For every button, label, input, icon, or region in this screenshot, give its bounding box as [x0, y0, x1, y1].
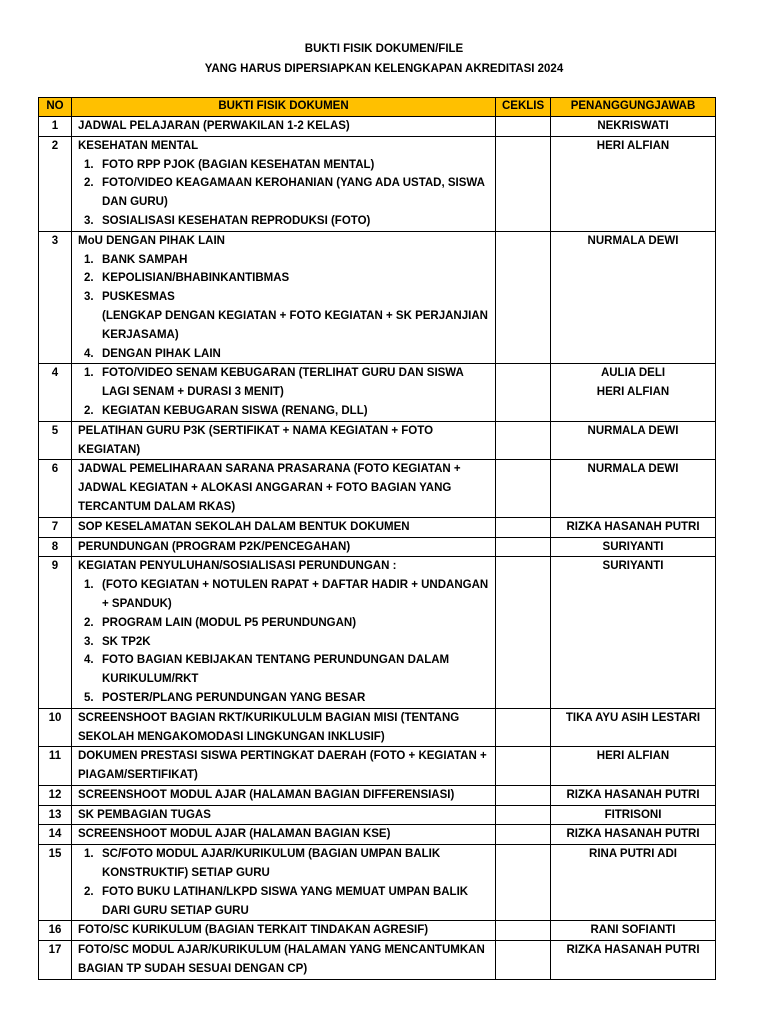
table-row [39, 825, 716, 845]
document-cell [72, 460, 496, 517]
person-in-charge-name: RIZKA HASANAH PUTRI [566, 944, 700, 957]
row-number: 8 [39, 537, 72, 557]
list-item-text: SOSIALISASI KESEHATAN REPRODUKSI (FOTO) [102, 214, 371, 227]
evidence-table [38, 97, 716, 980]
row-number: 10 [39, 708, 72, 747]
row-number: 15 [39, 845, 72, 921]
document-list-item [78, 689, 489, 708]
person-in-charge-name: HERI ALFIAN [596, 139, 670, 152]
document-title: BUKTI FISIK DOKUMEN/FILE [304, 43, 464, 55]
checklist-cell [496, 537, 551, 557]
document-heading: SOP KESELAMATAN SEKOLAH DALAM BENTUK DOKUMEN [78, 520, 410, 533]
header-no: NO [39, 98, 72, 117]
document-heading: FOTO/SC MODUL AJAR/KURIKULUM (HALAMAN YANG MENCANTUMKAN BAGIAN TP SUDAH SESUAI DENGAN CP) [78, 944, 485, 976]
person-in-charge-cell [551, 941, 716, 980]
person-in-charge-cell [551, 747, 716, 786]
checklist-cell [496, 785, 551, 805]
row-number: 5 [39, 421, 72, 460]
document-list-item [78, 364, 489, 402]
document-cell [72, 517, 496, 537]
row-number: 3 [39, 231, 72, 364]
row-number: 7 [39, 517, 72, 537]
document-cell [72, 785, 496, 805]
person-in-charge-name: RINA PUTRI ADI [589, 848, 677, 861]
list-item-text: KEGIATAN KEBUGARAN SISWA (RENANG, DLL) [102, 404, 368, 417]
list-item-number: 2. [84, 177, 94, 190]
person-in-charge-name: NEKRISWATI [597, 120, 669, 132]
document-list-item [78, 614, 489, 633]
list-item-number: 3. [84, 635, 94, 648]
document-list-item [78, 576, 489, 614]
document-cell [72, 537, 496, 557]
list-item-number: 1. [84, 579, 94, 592]
document-heading: DOKUMEN PRESTASI SISWA PERTINGKAT DAERAH (FOTO + KEGIATAN + PIAGAM/SERTIFIKAT) [78, 750, 487, 782]
list-item-text: KEPOLISIAN/BHABINKANTIBMAS [102, 272, 290, 285]
document-heading: SCREENSHOOT MODUL AJAR (HALAMAN BAGIAN KSE) [78, 828, 391, 841]
header-document: BUKTI FISIK DOKUMEN [72, 98, 496, 117]
document-list-item [78, 883, 489, 921]
table-row [39, 231, 716, 364]
list-item-text: POSTER/PLANG PERUNDUNGAN YANG BESAR [102, 691, 366, 704]
table-row [39, 557, 716, 708]
table-row [39, 421, 716, 460]
list-item-text: FOTO/VIDEO SENAM KEBUGARAN (TERLIHAT GURU DAN SISWA LAGI SENAM + DURASI 3 MENIT) [102, 367, 464, 399]
document-heading: KEGIATAN PENYULUHAN/SOSIALISASI PERUNDUNGAN : [78, 560, 397, 573]
person-in-charge-name: NURMALA DEWI [587, 424, 679, 437]
table-row [39, 941, 716, 980]
list-item-number: 5. [84, 691, 94, 704]
row-number: 12 [39, 785, 72, 805]
table-header-row [39, 98, 716, 117]
list-item-text: (FOTO KEGIATAN + NOTULEN RAPAT + DAFTAR HADIR + UNDANGAN + SPANDUK) [102, 579, 489, 610]
table-row [39, 708, 716, 747]
person-in-charge-name: NURMALA DEWI [587, 463, 679, 476]
document-cell [72, 921, 496, 941]
document-subtitle: YANG HARUS DIPERSIAPKAN KELENGKAPAN AKREDITASI 2024 [204, 63, 564, 75]
checklist-cell [496, 517, 551, 537]
row-number: 4 [39, 364, 72, 421]
list-item-number: 4. [84, 654, 94, 667]
document-list-item [78, 402, 489, 421]
person-in-charge-cell [551, 136, 716, 231]
list-item-number: 3. [84, 214, 94, 227]
document-list-item [78, 845, 489, 883]
document-heading: MoU DENGAN PIHAK LAIN [78, 234, 225, 247]
table-row [39, 460, 716, 517]
person-in-charge-name: TIKA AYU ASIH LESTARI [565, 711, 701, 724]
checklist-cell [496, 941, 551, 980]
row-number: 17 [39, 941, 72, 980]
checklist-cell [496, 136, 551, 231]
list-item-number: 2. [84, 404, 94, 417]
person-in-charge-name: FITRISONI [604, 808, 662, 821]
table-row [39, 364, 716, 421]
person-in-charge-cell [551, 805, 716, 825]
document-cell [72, 364, 496, 421]
list-item-text: SK TP2K [102, 635, 151, 648]
table-row [39, 785, 716, 805]
person-in-charge-cell [551, 537, 716, 557]
list-item-number: 1. [84, 158, 94, 171]
person-in-charge-cell [551, 460, 716, 517]
checklist-cell [496, 708, 551, 747]
person-in-charge-name: SURIYANTI [602, 540, 664, 553]
list-item-number: 4. [84, 347, 94, 360]
person-in-charge-name: SURIYANTI [602, 560, 664, 573]
document-cell [72, 825, 496, 845]
list-item-text: FOTO RPP PJOK (BAGIAN KESEHATAN MENTAL) [102, 158, 375, 171]
checklist-cell [496, 364, 551, 421]
checklist-cell [496, 921, 551, 941]
document-heading: PELATIHAN GURU P3K (SERTIFIKAT + NAMA KEGIATAN + FOTO KEGIATAN) [78, 424, 434, 456]
list-item-text: FOTO BUKU LATIHAN/LKPD SISWA YANG MEMUAT UMPAN BALIK DARI GURU SETIAP GURU [102, 885, 469, 917]
document-list-item [78, 174, 489, 212]
document-heading: KESEHATAN MENTAL [78, 139, 199, 152]
header-checklist: CEKLIS [496, 98, 551, 117]
document-list-item [78, 633, 489, 652]
list-item-text: FOTO/VIDEO KEAGAMAAN KEROHANIAN (YANG ADA USTAD, SISWA DAN GURU) [102, 177, 485, 209]
row-number: 16 [39, 921, 72, 941]
person-in-charge-name: RIZKA HASANAH PUTRI [566, 828, 700, 841]
checklist-cell [496, 557, 551, 708]
checklist-cell [496, 117, 551, 137]
list-item-text: FOTO BAGIAN KEBIJAKAN TENTANG PERUNDUNGAN DALAM KURIKULUM/RKT [102, 654, 450, 686]
checklist-cell [496, 825, 551, 845]
document-heading: SCREENSHOOT MODUL AJAR (HALAMAN BAGIAN DIFFERENSIASI) [78, 788, 455, 801]
document-list-item [78, 345, 489, 364]
list-item-text: SC/FOTO MODUL AJAR/KURIKULUM (BAGIAN UMPAN BALIK KONSTRUKTIF) SETIAP GURU [102, 848, 441, 880]
list-item-text: PUSKESMAS [102, 291, 175, 304]
person-in-charge-cell [551, 708, 716, 747]
document-cell [72, 421, 496, 460]
header-person-in-charge: PENANGGUNGJAWAB [551, 98, 716, 117]
list-item-number: 3. [84, 291, 94, 304]
checklist-cell [496, 231, 551, 364]
document-cell [72, 136, 496, 231]
list-item-text: PROGRAM LAIN (MODUL P5 PERUNDUNGAN) [102, 616, 357, 629]
row-number: 13 [39, 805, 72, 825]
list-item-number: 2. [84, 616, 94, 629]
checklist-cell [496, 805, 551, 825]
document-heading: SCREENSHOOT BAGIAN RKT/KURIKULULM BAGIAN MISI (TENTANG SEKOLAH MENGAKOMODASI LINGKUNGAN INKLUSIF) [78, 711, 460, 743]
document-heading: JADWAL PELAJARAN (PERWAKILAN 1-2 KELAS) [78, 120, 350, 132]
document-cell [72, 708, 496, 747]
row-number: 9 [39, 557, 72, 708]
list-item-number: 2. [84, 272, 94, 285]
person-in-charge-cell [551, 517, 716, 537]
row-number: 6 [39, 460, 72, 517]
person-in-charge-cell [551, 825, 716, 845]
table-row [39, 117, 716, 137]
document-cell [72, 747, 496, 786]
table-body [39, 117, 716, 980]
person-in-charge-cell [551, 421, 716, 460]
document-cell [72, 557, 496, 708]
document-list-item [78, 307, 489, 345]
person-in-charge-name: RIZKA HASANAH PUTRI [566, 788, 700, 801]
list-item-number [78, 307, 102, 345]
document-heading: FOTO/SC KURIKULUM (BAGIAN TERKAIT TINDAKAN AGRESIF) [78, 924, 429, 937]
person-in-charge-cell [551, 785, 716, 805]
document-cell [72, 941, 496, 980]
person-in-charge-cell [551, 231, 716, 364]
person-in-charge-cell [551, 364, 716, 421]
person-in-charge-name: RIZKA HASANAH PUTRI [566, 520, 700, 533]
table-row [39, 136, 716, 231]
row-number: 2 [39, 136, 72, 231]
person-in-charge-name: AULIA DELI [600, 367, 666, 380]
document-list-item [78, 651, 489, 689]
row-number: 14 [39, 825, 72, 845]
person-in-charge-name: RANI SOFIANTI [590, 924, 676, 937]
table-row [39, 537, 716, 557]
person-in-charge-cell [551, 117, 716, 137]
document-cell [72, 231, 496, 364]
list-item-number: 2. [84, 885, 94, 898]
document-list-item [78, 156, 489, 175]
checklist-cell [496, 845, 551, 921]
row-number: 1 [39, 117, 72, 137]
document-list-item [78, 269, 489, 288]
table-row [39, 845, 716, 921]
list-item-text: (LENGKAP DENGAN KEGIATAN + FOTO KEGIATAN + SK PERJANJIAN KERJASAMA) [102, 309, 488, 341]
table-row [39, 747, 716, 786]
table-row [39, 921, 716, 941]
list-item-number: 1. [84, 848, 94, 861]
person-in-charge-cell [551, 921, 716, 941]
document-list-item [78, 212, 489, 231]
table-row [39, 517, 716, 537]
document-list-item [78, 251, 489, 270]
document-heading: PERUNDUNGAN (PROGRAM P2K/PENCEGAHAN) [78, 540, 351, 553]
document-cell [72, 117, 496, 137]
table-row [39, 805, 716, 825]
list-item-number: 1. [84, 367, 94, 380]
document-heading: SK PEMBAGIAN TUGAS [78, 808, 211, 821]
person-in-charge-name: NURMALA DEWI [587, 234, 679, 247]
checklist-cell [496, 747, 551, 786]
list-item-text: DENGAN PIHAK LAIN [102, 347, 221, 360]
person-in-charge-name: HERI ALFIAN [596, 386, 670, 399]
person-in-charge-name: HERI ALFIAN [596, 750, 670, 763]
document-cell [72, 845, 496, 921]
list-item-number: 1. [84, 253, 94, 266]
list-item-text: BANK SAMPAH [102, 253, 188, 266]
person-in-charge-cell [551, 845, 716, 921]
document-cell [72, 805, 496, 825]
document-heading: JADWAL PEMELIHARAAN SARANA PRASARANA (FOTO KEGIATAN + JADWAL KEGIATAN + ALOKASI ANGGARAN + FOTO BAGIAN YANG TERCANTUM DALAM RKAS) [78, 463, 461, 513]
person-in-charge-cell [551, 557, 716, 708]
row-number: 11 [39, 747, 72, 786]
document-list-item [78, 288, 489, 307]
checklist-cell [496, 460, 551, 517]
checklist-cell [496, 421, 551, 460]
